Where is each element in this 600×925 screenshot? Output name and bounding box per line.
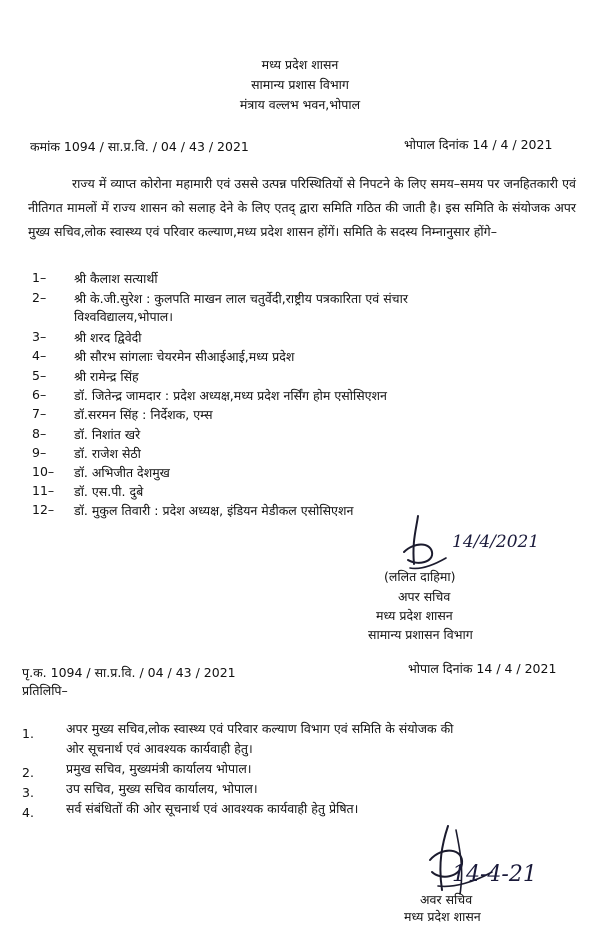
list-item-text: डॉ. मुकुल तिवारी : प्रदेश अध्यक्ष, इंडियन मेडीकल एसोसिएशन bbox=[74, 503, 354, 518]
list-item-number: 11– bbox=[32, 483, 55, 498]
list-item-number: 3– bbox=[32, 329, 47, 344]
body-paragraph: राज्य में व्याप्त कोरोना महामारी एवं उससे उत्पन्न परिस्थितियों से निपटने के लिए समय–समय पर जनहितकारी एवं नीतिगत मामलों में राज्य शासन को सलाह देने के लिए एतद् द्वारा समिति गठित की जाती है। इस समिति के संयोजक अपर मुख्य सचिव,लोक स्वास्थ्य एवं परिवार कल्याण,मध्य प्रदेश शासन होंगें। समिति के सदस्य निम्नानुसार होंगे– bbox=[28, 176, 576, 239]
header-line-2: सामान्य प्रशास विभाग bbox=[251, 77, 349, 92]
signatory-org: मध्य प्रदेश शासन bbox=[376, 608, 453, 623]
signatory-2-designation: अवर सचिव bbox=[420, 892, 473, 907]
list-item-number: 9– bbox=[32, 445, 47, 460]
list-item-number: 1– bbox=[32, 270, 47, 285]
signature-mark-1 bbox=[396, 512, 456, 576]
list-item-text: प्रमुख सचिव, मुख्यमंत्री कार्यालय भोपाल। bbox=[66, 761, 252, 776]
list-item-text: श्री सौरभ सांगलाः चेयरमेन सीआईआई,मध्य प्रदेश bbox=[74, 349, 295, 364]
list-item-number: 6– bbox=[32, 387, 47, 402]
list-item-text: डॉ. जितेन्द्र जामदार : प्रदेश अध्यक्ष,मध्य प्रदेश नर्सिंग होम एसोसिएशन bbox=[74, 388, 387, 403]
signatory-name: (ललित दाहिमा) bbox=[384, 569, 456, 584]
list-item-number: 7– bbox=[32, 406, 47, 421]
list-item-text-continued: विश्वविद्यालय,भोपाल। bbox=[74, 309, 174, 324]
list-item-number: 10– bbox=[32, 464, 55, 479]
copy-to-label: प्रतिलिपि– bbox=[22, 683, 68, 698]
list-item-text: डॉ. अभिजीत देशमुख bbox=[74, 465, 170, 480]
list-item-text: उप सचिव, मुख्य सचिव कार्यालय, भोपाल। bbox=[66, 781, 258, 796]
list-item-number: 2. bbox=[22, 765, 34, 780]
list-item-text: डॉ. निशांत खरे bbox=[74, 427, 141, 442]
list-item-text: डॉ. राजेश सेठी bbox=[74, 446, 141, 461]
signature-mark-2 bbox=[420, 820, 500, 900]
handwritten-date-1: 14/4/2021 bbox=[452, 532, 540, 552]
list-item-text: श्री कैलाश सत्यार्थी bbox=[74, 271, 158, 286]
list-item-text: डॉ.सरमन सिंह : निर्देशक, एम्स bbox=[74, 407, 213, 422]
list-item-number: 4. bbox=[22, 805, 34, 820]
list-item-number: 5– bbox=[32, 368, 47, 383]
order-place-date: भोपाल दिनांक 14 / 4 / 2021 bbox=[404, 137, 553, 152]
list-item-text: सर्व संबंधितों की ओर सूचनार्थ एवं आवश्यक कार्यवाही हेतु प्रेषित। bbox=[66, 801, 359, 816]
signatory-designation: अपर सचिव bbox=[398, 589, 451, 604]
list-item-text: डॉ. एस.पी. दुबे bbox=[74, 484, 144, 499]
endorsement-number: पृ.क. 1094 / सा.प्र.वि. / 04 / 43 / 2021 bbox=[22, 665, 236, 680]
handwritten-date-2: 14-4-21 bbox=[452, 862, 537, 887]
endorsement-place-date: भोपाल दिनांक 14 / 4 / 2021 bbox=[408, 661, 557, 676]
list-item-number: 1. bbox=[22, 726, 34, 741]
list-item-number: 2– bbox=[32, 290, 47, 305]
list-item-text: श्री रामेन्द्र सिंह bbox=[74, 369, 139, 384]
list-item-number: 12– bbox=[32, 502, 55, 517]
list-item-text: श्री के.जी.सुरेश : कुलपति माखन लाल चतुर्वेदी,राष्ट्रीय पत्रकारिता एवं संचार bbox=[74, 291, 408, 306]
list-item-text-continued: ओर सूचनार्थ एवं आवश्यक कार्यवाही हेतु। bbox=[66, 741, 253, 756]
header-line-3: मंत्राय वल्लभ भवन,भोपाल bbox=[239, 97, 361, 112]
list-item-number: 8– bbox=[32, 426, 47, 441]
list-item-number: 4– bbox=[32, 348, 47, 363]
header-line-1: मध्य प्रदेश शासन bbox=[261, 57, 339, 72]
signatory-2-org: मध्य प्रदेश शासन bbox=[404, 909, 481, 924]
signatory-dept: सामान्य प्रशासन विभाग bbox=[368, 627, 473, 642]
order-number: कमांक 1094 / सा.प्र.वि. / 04 / 43 / 2021 bbox=[30, 139, 249, 154]
list-item-text: अपर मुख्य सचिव,लोक स्वास्थ्य एवं परिवार कल्याण विभाग एवं समिति के संयोजक की bbox=[66, 721, 454, 736]
list-item-number: 3. bbox=[22, 785, 34, 800]
list-item-text: श्री शरद द्विवेदी bbox=[74, 330, 142, 345]
